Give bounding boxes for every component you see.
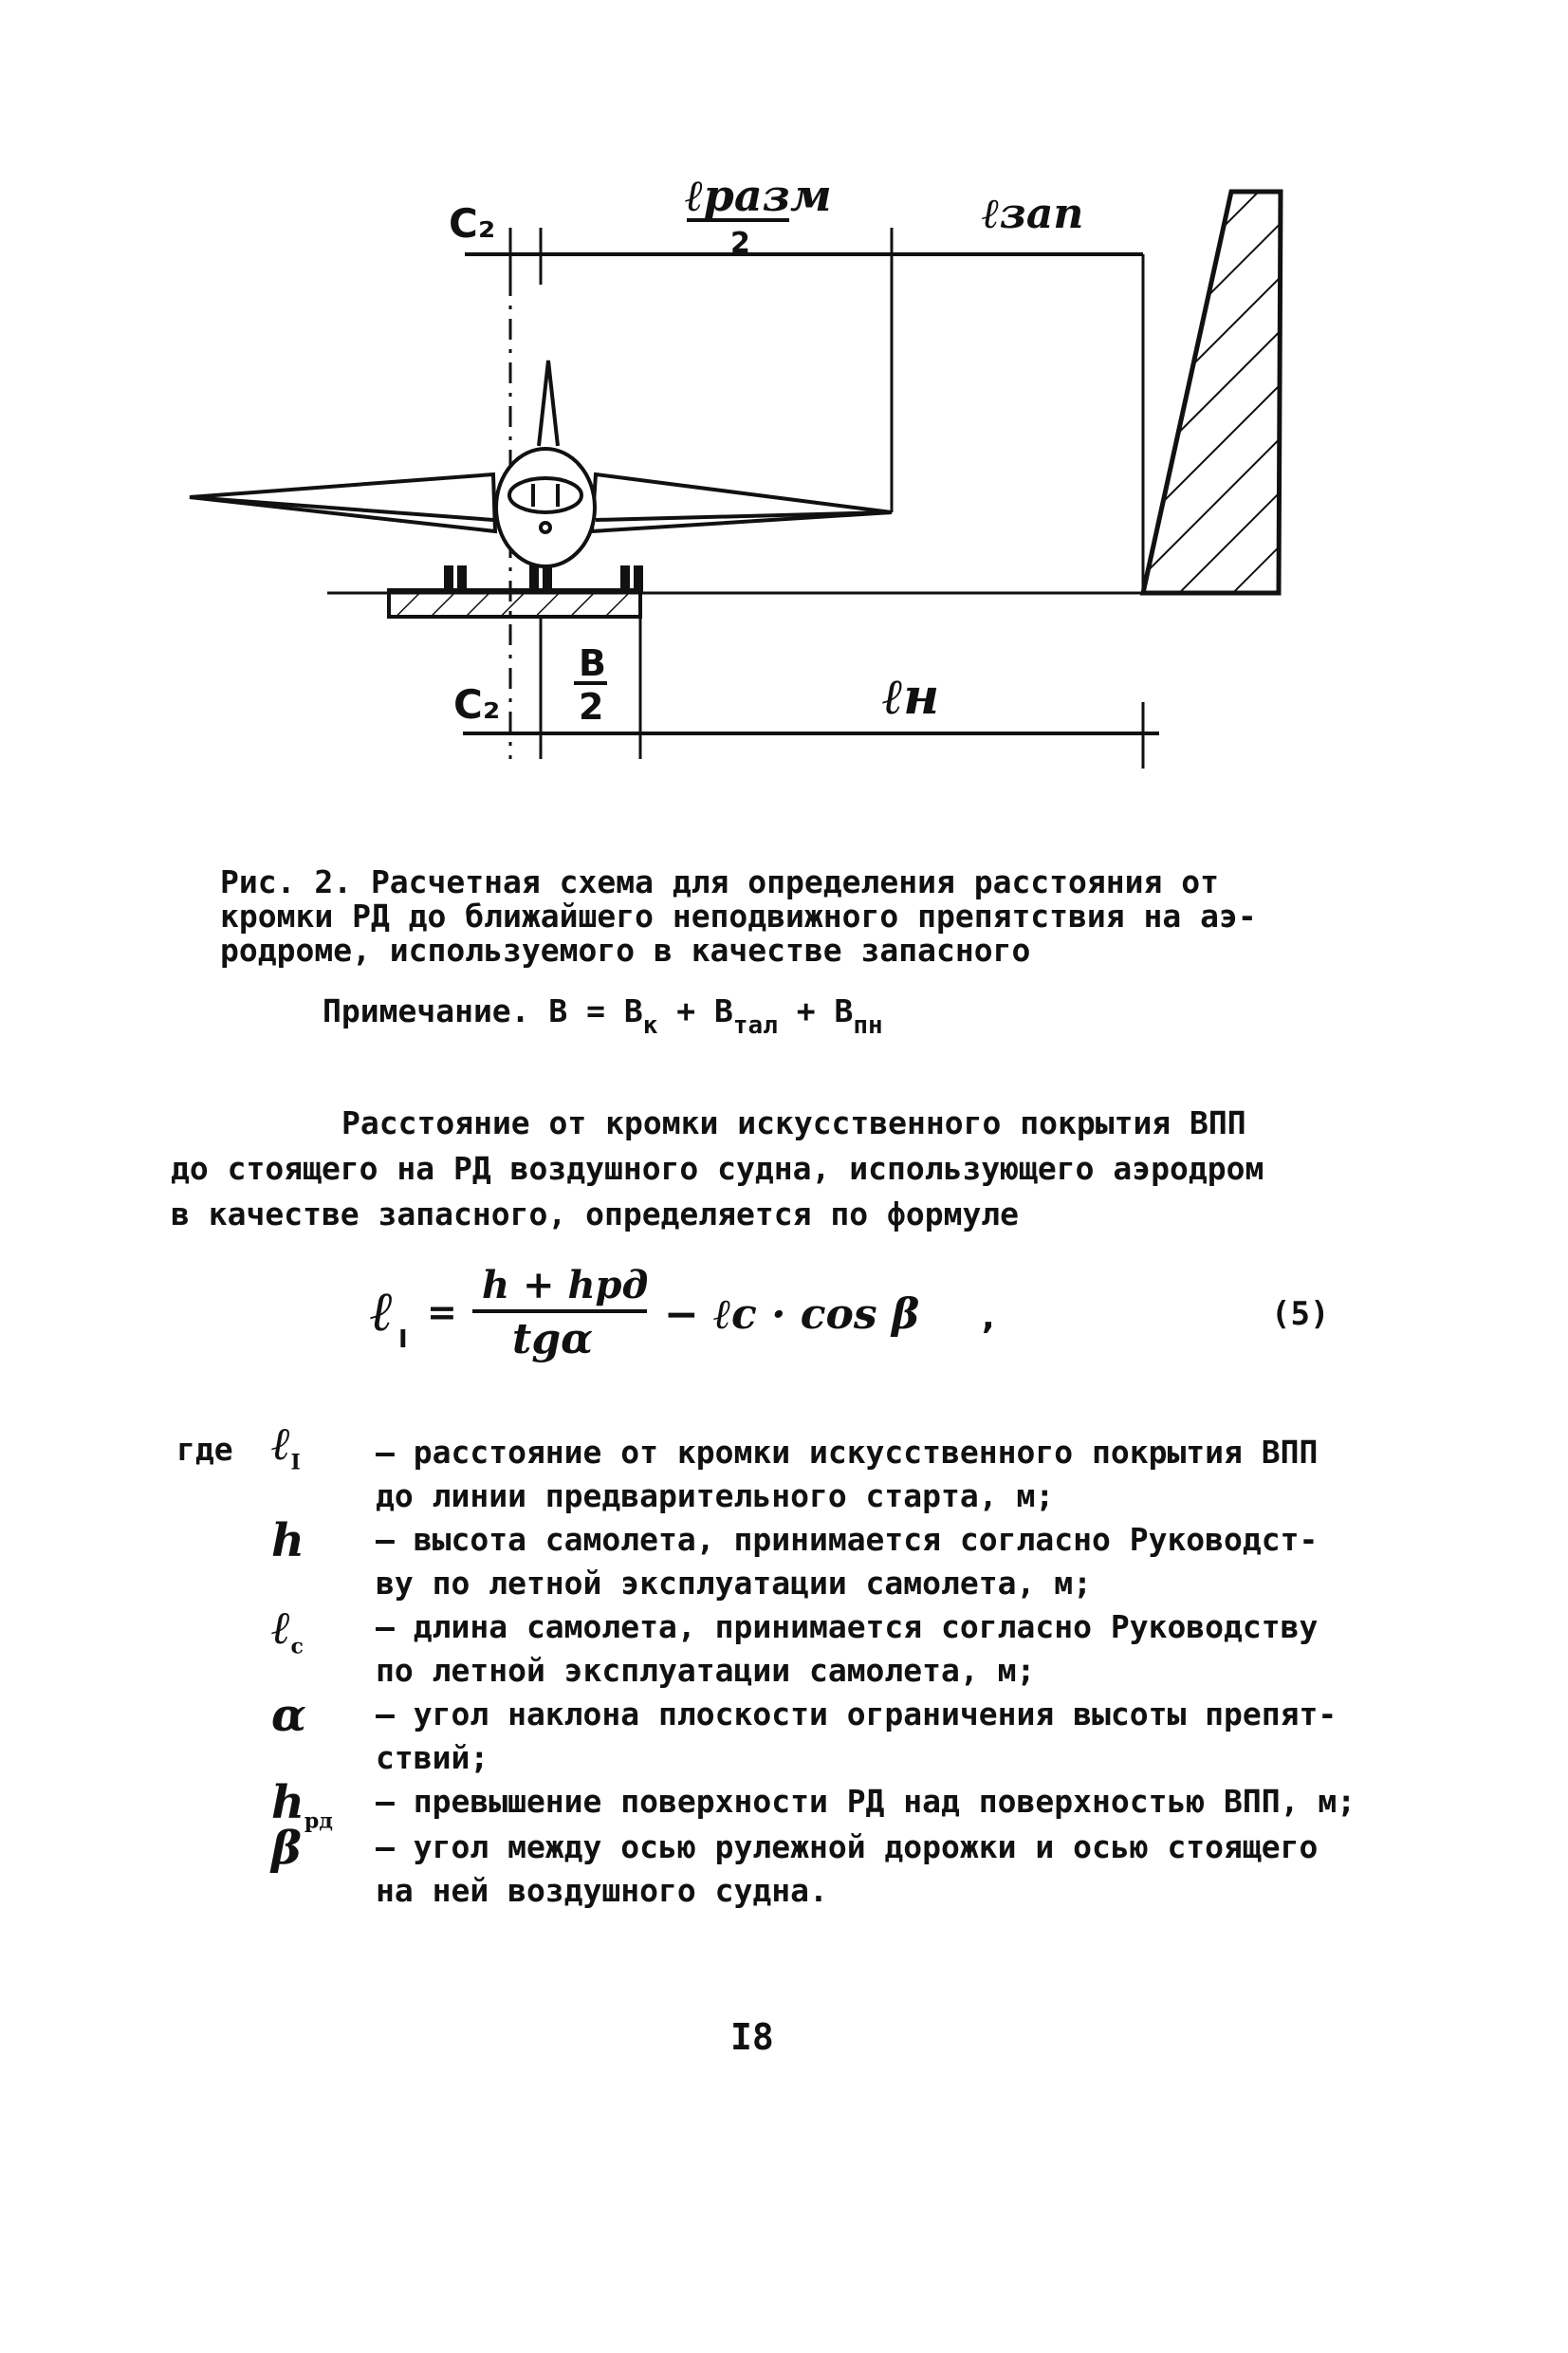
where-label: где <box>176 1431 233 1468</box>
definition-h: – высота самолета, принимается согласно Руководст- ву по летной эксплуатации самолета, м; <box>376 1521 1319 1602</box>
formula-lhs: ℓ <box>370 1279 394 1343</box>
figure-note <box>323 991 883 1046</box>
definition-beta: – угол между осью рулежной дорожки и осью стоящего на ней воздушного судна. <box>376 1828 1319 1909</box>
symbol-alpha: α <box>271 1689 306 1742</box>
symbol-l1: ℓ$_I$ <box>271 1417 301 1475</box>
label-b-den: 2 <box>579 686 604 728</box>
runway-clearance-diagram <box>0 0 1568 835</box>
label-c2-top: C₂ <box>449 200 496 247</box>
label-c2-bottom: C₂ <box>453 681 501 728</box>
equation-number: (5) <box>1271 1295 1330 1333</box>
definition-alpha: – угол наклона плоскости ограничения высоты препят- ствий; <box>376 1695 1337 1776</box>
symbol-h: h <box>271 1514 304 1567</box>
label-b-num: B <box>579 642 606 684</box>
formula-lhs-sub: I <box>398 1325 408 1354</box>
label-l-zap: ℓзап <box>982 190 1084 238</box>
symbol-lc: ℓ$_с$ <box>271 1602 304 1659</box>
note-formula: $B = B_к + B_{тал} + B_{пн}$ <box>548 992 883 1040</box>
caption-line: Рис. 2. Расчетная схема для определения расстояния от <box>220 863 1219 900</box>
formula-equals: = <box>427 1291 457 1333</box>
figure-caption <box>220 865 1257 968</box>
symbol-hrd: $h_{рд}$ <box>271 1776 333 1834</box>
caption-line: родроме, используемого в качестве запасного <box>220 932 1031 969</box>
label-l-n: ℓн <box>882 668 940 726</box>
formula-comma: , <box>982 1298 995 1337</box>
aircraft-front-view <box>190 361 892 590</box>
formula-numerator: h + hрд <box>482 1263 649 1307</box>
obstacle-hatched <box>1143 192 1281 593</box>
symbol-beta: β <box>271 1822 302 1875</box>
paragraph-line: в качестве запасного, определяется по формуле <box>171 1195 1020 1232</box>
formula-5 <box>360 1262 1328 1366</box>
page-number: I8 <box>730 2016 774 2058</box>
taxiway-pavement <box>389 590 640 617</box>
note-label: Примечание. <box>323 992 530 1029</box>
definition-lc: – длина самолета, принимается согласно Руководству по летной эксплуатации самолета, м; <box>376 1608 1319 1689</box>
definition-l1: – расстояние от кромки искусственного покрытия ВПП до линии предварительного старта, м; <box>376 1434 1319 1514</box>
label-l-razm: ℓразм <box>685 170 832 221</box>
paragraph-line: Расстояние от кромки искусственного покрытия ВПП <box>341 1104 1246 1141</box>
caption-line: кромки РД до ближайшего неподвижного препятствия на аэ- <box>220 898 1257 935</box>
formula-minus-term: − ℓс · cos β <box>664 1290 920 1339</box>
label-l-razm-den: 2 <box>730 227 750 260</box>
paragraph-line: до стоящего на РД воздушного судна, использующего аэродром <box>171 1150 1264 1187</box>
definition-hrd: – превышение поверхности РД над поверхностью ВПП, м; <box>376 1783 1356 1820</box>
formula-denominator: tgα <box>512 1315 593 1363</box>
body-paragraph <box>171 1101 1264 1237</box>
